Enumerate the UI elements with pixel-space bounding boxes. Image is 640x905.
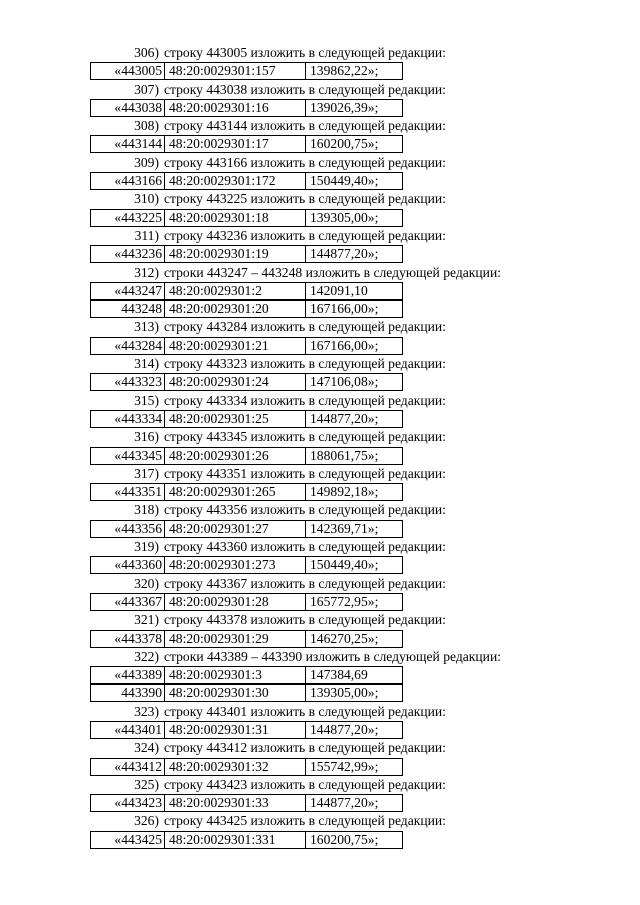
- value-cell: 144877,20»;: [306, 721, 403, 738]
- table-row: [91, 173, 403, 190]
- cadastral-number-cell: 48:20:0029301:28: [165, 593, 306, 610]
- replacement-table: [90, 721, 403, 739]
- replacement-table: [90, 282, 403, 300]
- instruction-text: [90, 318, 446, 336]
- row-id-cell: «443412: [91, 758, 165, 775]
- table-line: [0, 99, 640, 117]
- table-line: [0, 135, 640, 153]
- amendment-instruction: [0, 776, 640, 794]
- replacement-table: [90, 135, 403, 153]
- row-id-cell: «443378: [91, 630, 165, 647]
- instruction-body: строку 443378 изложить в следующей редакции:: [164, 612, 446, 628]
- table-row: [91, 484, 403, 501]
- value-cell: 160200,75»;: [306, 831, 403, 848]
- table-line: [0, 831, 640, 849]
- replacement-table: [90, 593, 403, 611]
- instruction-text: [90, 501, 446, 519]
- table-line: [0, 62, 640, 80]
- cadastral-number-cell: 48:20:0029301:2: [165, 282, 306, 299]
- row-id-cell: «443284: [91, 337, 165, 354]
- replacement-table: [90, 684, 403, 702]
- row-id-cell: «443038: [91, 99, 165, 116]
- replacement-table: [90, 410, 403, 428]
- table-line: [0, 447, 640, 465]
- cadastral-number-cell: 48:20:0029301:172: [165, 173, 306, 190]
- cadastral-number-cell: 48:20:0029301:31: [165, 721, 306, 738]
- instruction-body: строку 443425 изложить в следующей редакции:: [164, 813, 446, 829]
- table-row: [91, 209, 403, 226]
- instruction-text: [90, 776, 446, 794]
- replacement-table: [90, 630, 403, 648]
- instruction-text: [90, 392, 446, 410]
- table-line: [0, 172, 640, 190]
- cadastral-number-cell: 48:20:0029301:30: [165, 685, 306, 702]
- value-cell: 144877,20»;: [306, 795, 403, 812]
- cadastral-number-cell: 48:20:0029301:29: [165, 630, 306, 647]
- replacement-table: [90, 245, 403, 263]
- row-id-cell: «443351: [91, 484, 165, 501]
- table-row: [91, 557, 403, 574]
- amendment-instruction: [0, 703, 640, 721]
- instruction-text: [90, 812, 446, 830]
- instruction-body: строку 443236 изложить в следующей редакции:: [164, 227, 446, 243]
- value-cell: 139305,00»;: [306, 209, 403, 226]
- table-row: [91, 63, 403, 80]
- table-line: [0, 209, 640, 227]
- replacement-table: [90, 209, 403, 227]
- table-line: [0, 300, 640, 318]
- replacement-table: [90, 172, 403, 190]
- amendment-instruction: [0, 392, 640, 410]
- replacement-table: [90, 794, 403, 812]
- cadastral-number-cell: 48:20:0029301:331: [165, 831, 306, 848]
- cadastral-number-cell: 48:20:0029301:26: [165, 447, 306, 464]
- table-row: [91, 758, 403, 775]
- table-row: [91, 136, 403, 153]
- item-number: 317): [134, 465, 159, 481]
- item-number: 307): [134, 81, 159, 97]
- table-row: [91, 630, 403, 647]
- instruction-body: строку 443412 изложить в следующей редакции:: [164, 740, 446, 756]
- value-cell: 144877,20»;: [306, 410, 403, 427]
- row-id-cell: «443425: [91, 831, 165, 848]
- value-cell: 147384,69: [306, 667, 403, 684]
- amendment-instruction: [0, 575, 640, 593]
- table-line: [0, 373, 640, 391]
- value-cell: 149892,18»;: [306, 484, 403, 501]
- table-row: [91, 282, 403, 299]
- item-number: 321): [134, 612, 159, 628]
- value-cell: 165772,95»;: [306, 593, 403, 610]
- item-number: 325): [134, 776, 159, 792]
- table-line: [0, 337, 640, 355]
- replacement-table: [90, 99, 403, 117]
- table-row: [91, 831, 403, 848]
- replacement-table: [90, 62, 403, 80]
- value-cell: 139026,39»;: [306, 99, 403, 116]
- cadastral-number-cell: 48:20:0029301:273: [165, 557, 306, 574]
- instruction-body: строку 443284 изложить в следующей редакции:: [164, 319, 446, 335]
- table-row: [91, 374, 403, 391]
- instruction-text: [90, 44, 446, 62]
- table-line: [0, 593, 640, 611]
- cadastral-number-cell: 48:20:0029301:24: [165, 374, 306, 391]
- row-id-cell: «443225: [91, 209, 165, 226]
- document-body: [0, 44, 640, 849]
- instruction-body: строку 443367 изложить в следующей редакции:: [164, 575, 446, 591]
- instruction-text: [90, 154, 446, 172]
- table-row: [91, 410, 403, 427]
- cadastral-number-cell: 48:20:0029301:32: [165, 758, 306, 775]
- replacement-table: [90, 300, 403, 318]
- amendment-instruction: [0, 538, 640, 556]
- table-line: [0, 721, 640, 739]
- item-number: 306): [134, 45, 159, 60]
- cadastral-number-cell: 48:20:0029301:20: [165, 301, 306, 318]
- instruction-text: [90, 538, 446, 556]
- row-id-cell: «443144: [91, 136, 165, 153]
- value-cell: 144877,20»;: [306, 246, 403, 263]
- instruction-text: [90, 739, 446, 757]
- value-cell: 146270,25»;: [306, 630, 403, 647]
- row-id-cell: «443166: [91, 173, 165, 190]
- amendment-instruction: [0, 264, 640, 282]
- amendment-instruction: [0, 465, 640, 483]
- row-id-cell: «443334: [91, 410, 165, 427]
- value-cell: 160200,75»;: [306, 136, 403, 153]
- replacement-table: [90, 758, 403, 776]
- instruction-body: строки 443389 – 443390 изложить в следующей редакции:: [164, 648, 501, 664]
- amendment-instruction: [0, 812, 640, 830]
- instruction-body: строку 443038 изложить в следующей редакции:: [164, 81, 446, 97]
- instruction-body: строку 443005 изложить в следующей редакции:: [164, 45, 446, 60]
- instruction-text: [90, 355, 446, 373]
- item-number: 314): [134, 356, 159, 372]
- instruction-text: [90, 264, 501, 282]
- value-cell: 167166,00»;: [306, 337, 403, 354]
- value-cell: 139305,00»;: [306, 685, 403, 702]
- instruction-text: [90, 428, 446, 446]
- instruction-body: строку 443351 изложить в следующей редакции:: [164, 465, 446, 481]
- cadastral-number-cell: 48:20:0029301:3: [165, 667, 306, 684]
- instruction-text: [90, 465, 446, 483]
- value-cell: 167166,00»;: [306, 301, 403, 318]
- row-id-cell: «443236: [91, 246, 165, 263]
- instruction-body: строку 443401 изложить в следующей редакции:: [164, 703, 446, 719]
- amendment-instruction: [0, 44, 640, 62]
- value-cell: 155742,99»;: [306, 758, 403, 775]
- amendment-instruction: [0, 154, 640, 172]
- cadastral-number-cell: 48:20:0029301:18: [165, 209, 306, 226]
- value-cell: 150449,40»;: [306, 173, 403, 190]
- instruction-body: строку 443423 изложить в следующей редакции:: [164, 776, 446, 792]
- table-line: [0, 282, 640, 300]
- value-cell: 142091,10: [306, 282, 403, 299]
- table-row: [91, 99, 403, 116]
- item-number: 319): [134, 539, 159, 555]
- instruction-body: строку 443225 изложить в следующей редакции:: [164, 191, 446, 207]
- row-id-cell: «443389: [91, 667, 165, 684]
- cadastral-number-cell: 48:20:0029301:21: [165, 337, 306, 354]
- item-number: 320): [134, 575, 159, 591]
- value-cell: 139862,22»;: [306, 63, 403, 80]
- item-number: 309): [134, 154, 159, 170]
- instruction-text: [90, 611, 446, 629]
- replacement-table: [90, 447, 403, 465]
- table-line: [0, 758, 640, 776]
- instruction-body: строку 443144 изложить в следующей редакции:: [164, 118, 446, 134]
- replacement-table: [90, 483, 403, 501]
- item-number: 322): [134, 648, 159, 664]
- replacement-table: [90, 337, 403, 355]
- instruction-body: строку 443334 изложить в следующей редакции:: [164, 392, 446, 408]
- replacement-table: [90, 520, 403, 538]
- amendment-instruction: [0, 611, 640, 629]
- table-line: [0, 410, 640, 428]
- instruction-text: [90, 575, 446, 593]
- cadastral-number-cell: 48:20:0029301:16: [165, 99, 306, 116]
- instruction-body: строку 443356 изложить в следующей редакции:: [164, 502, 446, 518]
- instruction-body: строку 443166 изложить в следующей редакции:: [164, 154, 446, 170]
- cadastral-number-cell: 48:20:0029301:25: [165, 410, 306, 427]
- instruction-text: [90, 81, 446, 99]
- value-cell: 188061,75»;: [306, 447, 403, 464]
- table-line: [0, 245, 640, 263]
- instruction-body: строку 443360 изложить в следующей редакции:: [164, 539, 446, 555]
- amendment-instruction: [0, 501, 640, 519]
- replacement-table: [90, 831, 403, 849]
- row-id-cell: «443356: [91, 520, 165, 537]
- instruction-body: строки 443247 – 443248 изложить в следующей редакции:: [164, 264, 501, 280]
- row-id-cell: «443323: [91, 374, 165, 391]
- table-row: [91, 447, 403, 464]
- table-row: [91, 667, 403, 684]
- cadastral-number-cell: 48:20:0029301:19: [165, 246, 306, 263]
- replacement-table: [90, 666, 403, 684]
- table-line: [0, 483, 640, 501]
- table-line: [0, 666, 640, 684]
- amendment-instruction: [0, 190, 640, 208]
- row-id-cell: 443248: [91, 301, 165, 318]
- cadastral-number-cell: 48:20:0029301:17: [165, 136, 306, 153]
- table-row: [91, 301, 403, 318]
- amendment-instruction: [0, 318, 640, 336]
- row-id-cell: «443345: [91, 447, 165, 464]
- item-number: 323): [134, 703, 159, 719]
- instruction-text: [90, 117, 446, 135]
- row-id-cell: «443005: [91, 63, 165, 80]
- table-row: [91, 685, 403, 702]
- table-line: [0, 520, 640, 538]
- item-number: 316): [134, 429, 159, 445]
- value-cell: 150449,40»;: [306, 557, 403, 574]
- item-number: 326): [134, 813, 159, 829]
- instruction-body: строку 443323 изложить в следующей редакции:: [164, 356, 446, 372]
- amendment-instruction: [0, 428, 640, 446]
- table-row: [91, 246, 403, 263]
- replacement-table: [90, 556, 403, 574]
- table-line: [0, 794, 640, 812]
- cadastral-number-cell: 48:20:0029301:157: [165, 63, 306, 80]
- table-line: [0, 630, 640, 648]
- amendment-instruction: [0, 739, 640, 757]
- replacement-table: [90, 373, 403, 391]
- row-id-cell: «443247: [91, 282, 165, 299]
- table-row: [91, 795, 403, 812]
- amendment-instruction: [0, 355, 640, 373]
- row-id-cell: «443360: [91, 557, 165, 574]
- item-number: 318): [134, 502, 159, 518]
- amendment-instruction: [0, 117, 640, 135]
- instruction-body: строку 443345 изложить в следующей редакции:: [164, 429, 446, 445]
- cadastral-number-cell: 48:20:0029301:27: [165, 520, 306, 537]
- table-row: [91, 337, 403, 354]
- cadastral-number-cell: 48:20:0029301:265: [165, 484, 306, 501]
- cadastral-number-cell: 48:20:0029301:33: [165, 795, 306, 812]
- table-row: [91, 721, 403, 738]
- row-id-cell: «443401: [91, 721, 165, 738]
- item-number: 315): [134, 392, 159, 408]
- table-row: [91, 593, 403, 610]
- instruction-text: [90, 227, 446, 245]
- row-id-cell: «443423: [91, 795, 165, 812]
- amendment-instruction: [0, 648, 640, 666]
- table-line: [0, 684, 640, 702]
- row-id-cell: «443367: [91, 593, 165, 610]
- item-number: 313): [134, 319, 159, 335]
- value-cell: 142369,71»;: [306, 520, 403, 537]
- amendment-instruction: [0, 227, 640, 245]
- item-number: 310): [134, 191, 159, 207]
- value-cell: 147106,08»;: [306, 374, 403, 391]
- instruction-text: [90, 648, 501, 666]
- table-line: [0, 556, 640, 574]
- table-row: [91, 520, 403, 537]
- instruction-text: [90, 190, 446, 208]
- item-number: 308): [134, 118, 159, 134]
- item-number: 324): [134, 740, 159, 756]
- amendment-instruction: [0, 81, 640, 99]
- instruction-text: [90, 703, 446, 721]
- row-id-cell: 443390: [91, 685, 165, 702]
- item-number: 311): [134, 227, 159, 243]
- item-number: 312): [134, 264, 159, 280]
